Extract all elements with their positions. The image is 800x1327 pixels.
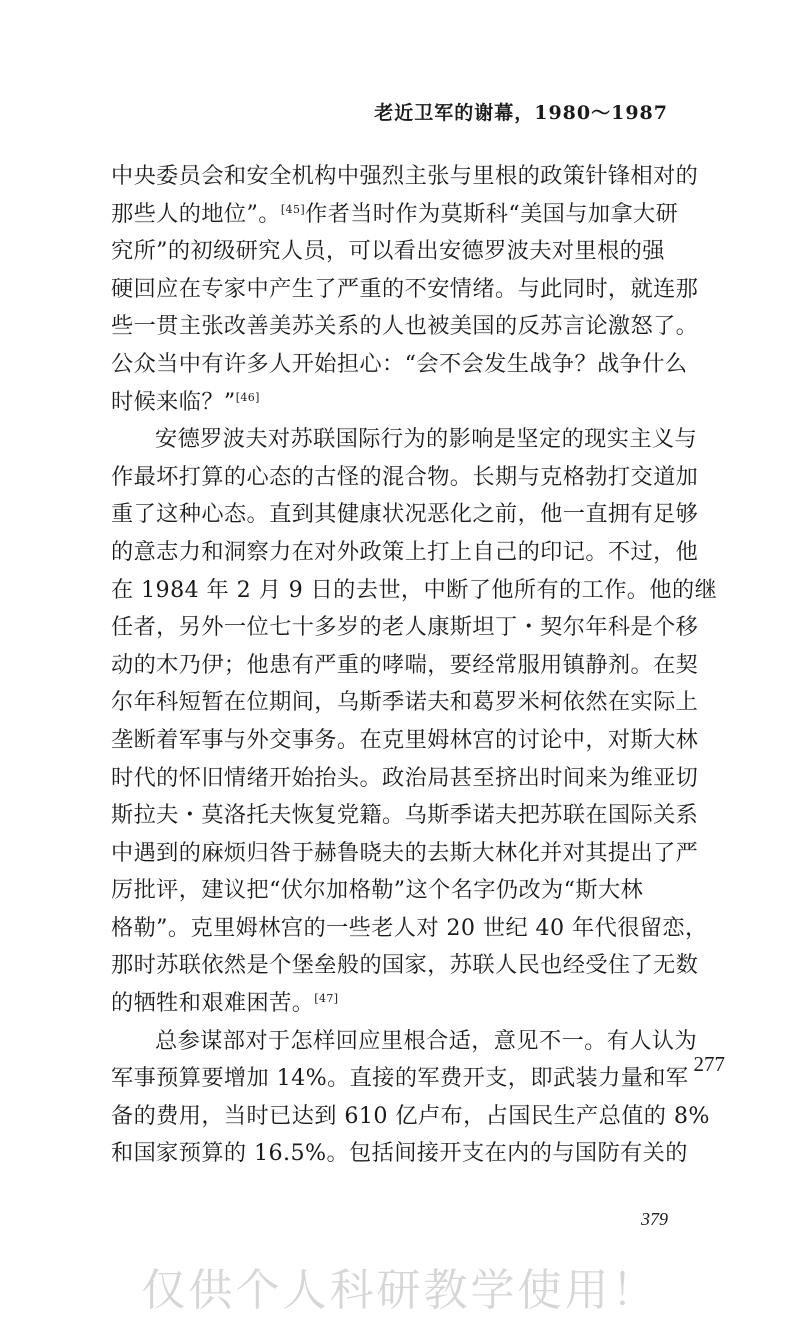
line-text: 垄断着军事与外交事务。在克里姆林宫的讨论中，对斯大林 (111, 726, 699, 753)
line-text-continued: 作者当时作为莫斯科“美国与加拿大研 (305, 200, 679, 227)
text-line (111, 722, 699, 760)
line-text: 军事预算要增加 14%。直接的军费开支，即武装力量和军 (111, 1065, 689, 1092)
text-line (111, 910, 708, 948)
text-line (111, 797, 699, 835)
line-text: 公众当中有许多人开始担心：“会不会发生战争？战争什么 (111, 350, 688, 377)
text-line (111, 158, 699, 196)
text-line (111, 1023, 698, 1061)
line-text: 那时苏联依然是个堡垒般的国家，苏联人民也经受住了无数 (111, 952, 699, 979)
line-text: 时代的怀旧情绪开始抬头。政治局甚至挤出时间来为维亚切 (111, 764, 699, 791)
line-text: 作最坏打算的心态的古怪的混合物。长期与克格勃打交道加 (111, 463, 699, 490)
text-line (111, 534, 699, 572)
line-text: 厉批评，建议把“伏尔加格勒”这个名字仍改为“斯大林 (111, 877, 644, 904)
line-text: 究所”的初级研究人员，可以看出安德罗波夫对里根的强 (111, 238, 665, 265)
line-text: 总参谋部对于怎样回应里根合适，意见不一。有人认为 (155, 1027, 698, 1054)
line-text: 和国家预算的 16.5%。包括间接开支在内的与国防有关的 (111, 1140, 688, 1167)
text-line (111, 572, 718, 610)
line-text: 的牺牲和艰难困苦。 (111, 990, 315, 1017)
running-head: 老近卫军的谢幕，1980～1987 (374, 102, 668, 124)
text-line (111, 684, 699, 722)
text-line (111, 985, 681, 1023)
text-line (111, 346, 688, 384)
line-text: 斯拉夫・莫洛托夫恢复党籍。乌斯季诺夫把苏联在国际关系 (111, 802, 699, 829)
line-text: 备的费用，当时已达到 610 亿卢布，占国民生产总值的 8% (111, 1102, 710, 1129)
text-line (111, 1098, 710, 1136)
text-line (111, 609, 699, 647)
line-text: 些一贯主张改善美苏关系的人也被美国的反苏言论激怒了。 (111, 313, 699, 340)
watermark: 仅供个人科研教学使用！ (141, 1265, 659, 1316)
footnote-marker: [46] (235, 390, 260, 404)
line-text: 任者，另外一位七十多岁的老人康斯坦丁・契尔年科是个移 (111, 614, 699, 641)
text-line (111, 421, 698, 459)
text-line (111, 947, 699, 985)
text-line (111, 496, 699, 534)
line-text: 中遇到的麻烦归咎于赫鲁晓夫的去斯大林化并对其提出了严 (111, 839, 699, 866)
line-text: 安德罗波夫对苏联国际行为的影响是坚定的现实主义与 (155, 426, 698, 453)
text-line (111, 196, 681, 234)
line-text: 尔年科短暂在位期间，乌斯季诺夫和葛罗米柯依然在实际上 (111, 689, 699, 716)
text-line (111, 1060, 689, 1098)
line-text: 那些人的地位”。 (111, 200, 281, 227)
text-line (111, 647, 699, 685)
line-text: 硬回应在专家中产生了严重的不安情绪。与此同时，就连那 (111, 275, 699, 302)
text-line (111, 872, 681, 910)
line-text: 时候来临？” (111, 388, 236, 415)
original-page-number: 277 (693, 1052, 725, 1076)
text-line (111, 459, 699, 497)
text-line (111, 308, 699, 346)
text-line (111, 271, 699, 309)
line-text: 的意志力和洞察力在对外政策上打上自己的印记。不过，他 (111, 538, 699, 565)
text-line (111, 384, 681, 422)
text-line (111, 233, 681, 271)
text-line (111, 835, 699, 873)
line-text: 在 1984 年 2 月 9 日的去世，中断了他所有的工作。他的继 (111, 576, 718, 603)
text-line (111, 760, 699, 798)
line-text: 动的木乃伊；他患有严重的哮喘，要经常服用镇静剂。在契 (111, 651, 699, 678)
footnote-marker: [45] (280, 202, 306, 216)
line-text: 中央委员会和安全机构中强烈主张与里根的政策针锋相对的 (111, 163, 699, 189)
text-line (111, 1135, 688, 1173)
line-text: 格勒”。克里姆林宫的一些老人对 20 世纪 40 年代很留恋， (111, 914, 708, 941)
footnote-marker: [47] (314, 992, 339, 1006)
page-number: 379 (641, 1209, 668, 1229)
line-text: 重了这种心态。直到其健康状况恶化之前，他一直拥有足够 (111, 501, 699, 528)
